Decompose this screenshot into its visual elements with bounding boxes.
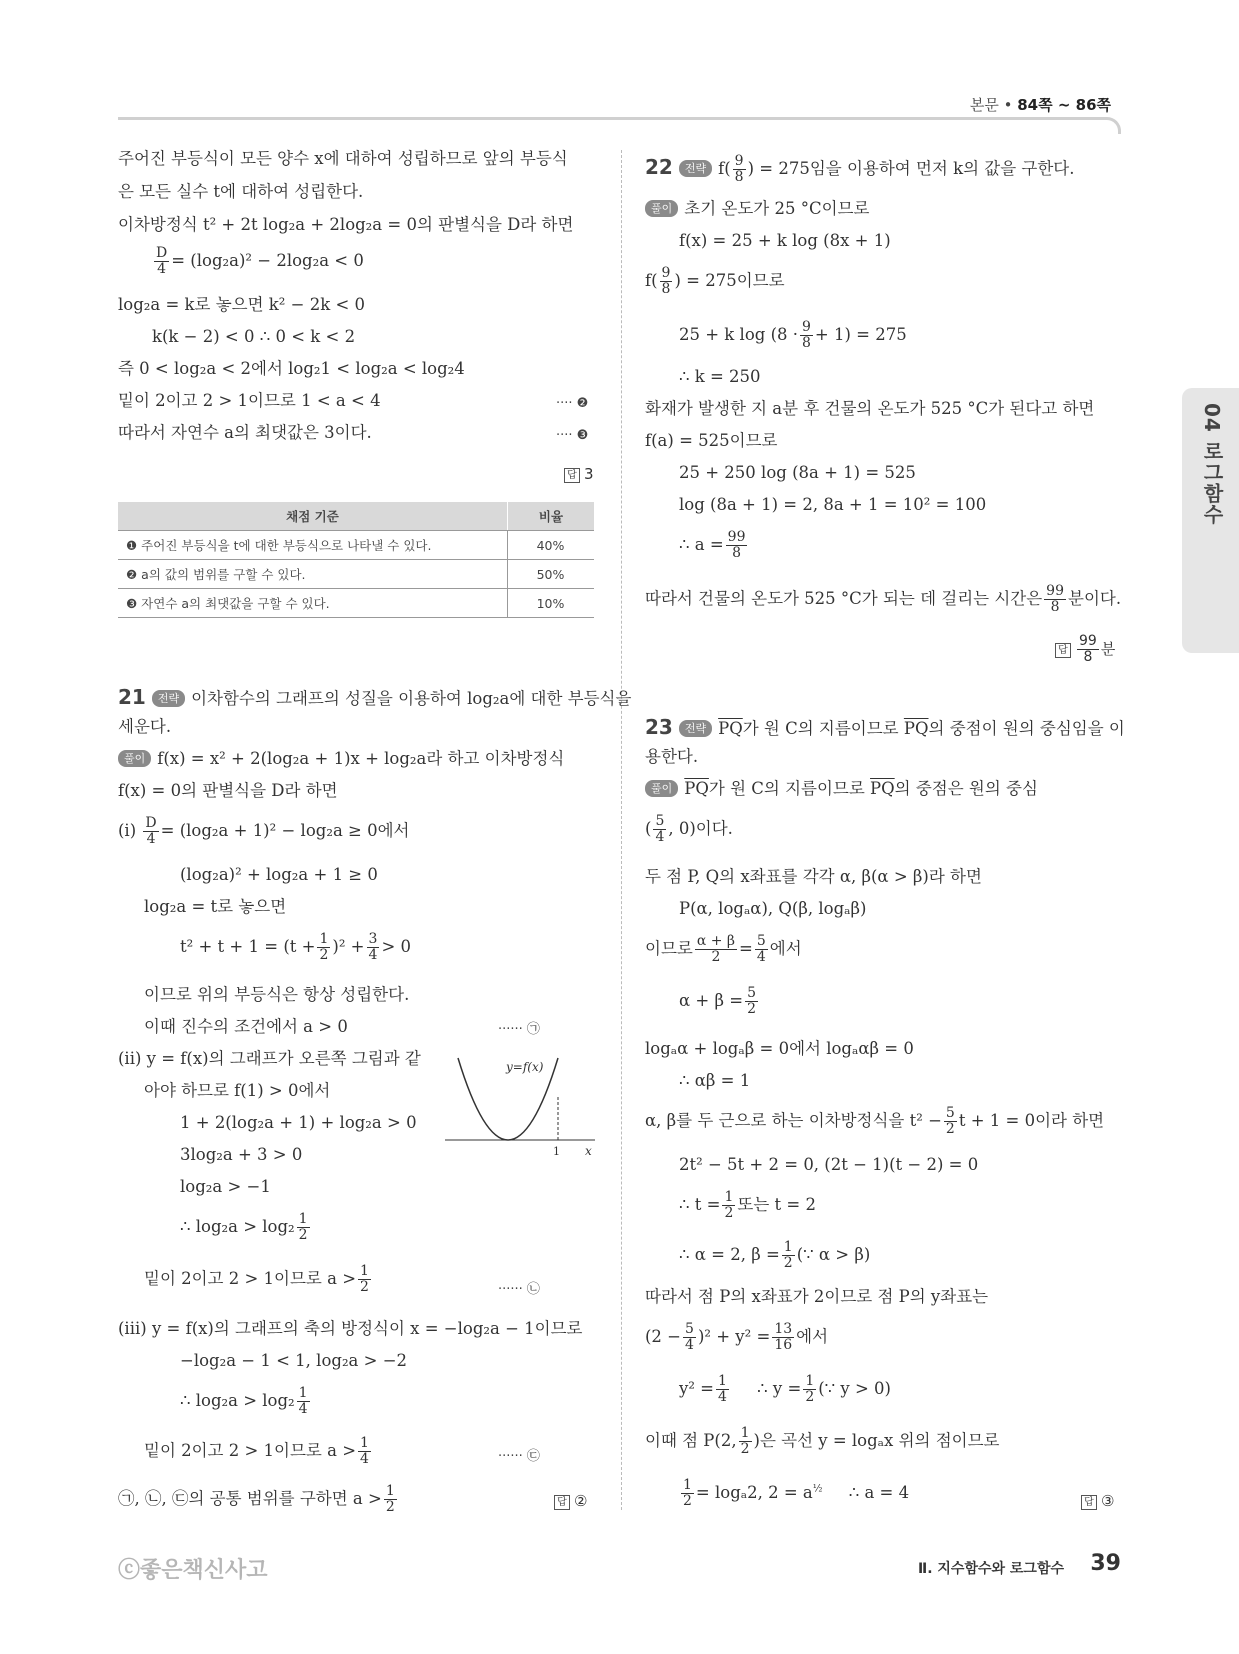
q22-strategy: 22 전략 f( $\frac{9}{8}$ ) = 275임을 이용하여 먼저 k의 값을 구한다. — [645, 153, 1075, 185]
q23-s6: α + β = $\frac{5}{2}$ — [679, 985, 756, 1017]
q22-s11: 따라서 건물의 온도가 525 °C가 되는 데 걸리는 시간은 $\frac{99}{8}$ 분이다. — [645, 583, 1122, 615]
footer-chapter: Ⅱ. 지수함수와 로그함수 — [917, 1561, 1064, 1577]
q21-strategy: 21 전략 이차함수의 그래프의 성질을 이용하여 log₂a에 대한 부등식을 — [118, 685, 632, 709]
q21-ii-3: 1 + 2(log₂a + 1) + log₂a > 0 — [180, 1113, 417, 1132]
table-cell: 10% — [508, 589, 595, 618]
q21-ii-4: 3log₂a + 3 > 0 — [180, 1145, 303, 1164]
q22-solution-1: 풀이 초기 온도가 25 °C이므로 — [645, 198, 869, 220]
q21-case-i: (i) $\frac{D}{4}$ = (log₂a + 1)² − log₂a ≥ 0에서 — [118, 815, 410, 847]
q23-s12: ∴ α = 2, β = $\frac{1}{2}$ (∵ α > β) — [679, 1239, 871, 1271]
q21-i-4: t² + t + 1 = (t + $\frac{1}{2}$ )² + $\frac{3}{4}$ > 0 — [180, 931, 412, 963]
q23-s3: 두 점 P, Q의 x좌표를 각각 α, β(α > β)라 하면 — [645, 867, 982, 886]
q23-strategy: 23 전략 $\overline{PQ}$가 원 C의 지름이므로 $\overline{PQ}$의 중점이 원의 중심임을 이 — [645, 715, 1125, 739]
q23-s13: 따라서 점 P의 x좌표가 2이므로 점 P의 y좌표는 — [645, 1287, 989, 1306]
table-header: 채점 기준 — [118, 502, 508, 531]
q23-s15: y² = $\frac{1}{4}$ ∴ y = $\frac{1}{2}$ (∵ y > 0) — [679, 1373, 891, 1405]
q21-i-3: log₂a = t로 놓으면 — [144, 897, 287, 916]
q21-iii-4: 밑이 2이고 2 > 1이므로 a > $\frac{1}{4}$ — [144, 1435, 369, 1467]
q21-solution-2: f(x) = 0의 판별식을 D라 하면 — [118, 781, 338, 800]
q21-strategy-2: 세운다. — [118, 717, 172, 736]
chapter-side-tab: 04 로그함수 — [1182, 388, 1239, 653]
q23-s5: 이므로 $\frac{\alpha + \beta}{2}$ = $\frac{5}{4}$ 에서 — [645, 933, 802, 965]
q23-s11: ∴ t = $\frac{1}{2}$ 또는 t = 2 — [679, 1189, 816, 1221]
q23-s1: 풀이 $\overline{PQ}$가 원 C의 지름이므로 $\overline{PQ}$의 중점은 원의 중심 — [645, 778, 1038, 800]
table-cell: ❷ a의 값의 범위를 구할 수 있다. — [118, 560, 508, 589]
q23-s4: P(α, logₐα), Q(β, logₐβ) — [679, 899, 867, 918]
intro-line-3: 이차방정식 t² + 2t log₂a + 2log₂a = 0의 판별식을 D라 하면 — [118, 215, 574, 234]
mark-a: ······ ㉠ — [498, 1022, 540, 1037]
log-inequality-line: 즉 0 < log₂a < 2에서 log₂1 < log₂a < log₂4 — [118, 359, 465, 378]
mark-b: ······ ㉡ — [498, 1282, 540, 1297]
q21-i-6: 이때 진수의 조건에서 a > 0 — [144, 1017, 348, 1036]
q21-iii-2: −log₂a − 1 < 1, log₂a > −2 — [180, 1351, 408, 1370]
q21-ii-2: 아야 하므로 f(1) > 0에서 — [144, 1081, 331, 1100]
parabola-graph — [440, 1052, 600, 1172]
q22-s7: f(a) = 525이므로 — [645, 431, 778, 450]
q23-s10: 2t² − 5t + 2 = 0, (2t − 1)(t − 2) = 0 — [679, 1155, 979, 1174]
q23-s17: $\frac{1}{2}$ = logₐ2, $2 = a^{\frac{1}{2}}$ ∴ a = 4 — [683, 1477, 910, 1509]
problem-21 — [118, 0, 632, 1515]
q23-s9: α, β를 두 근으로 하는 이차방정식을 t² − $\frac{5}{2}$ t + 1 = 0이라 하면 — [645, 1105, 1105, 1137]
problem-23 — [645, 0, 1125, 1510]
q21-i-5: 이므로 위의 부등식은 항상 성립한다. — [144, 985, 410, 1004]
column-divider — [621, 150, 622, 1510]
answer-q22: 답 $\frac{99}{8}$ 분 — [1055, 634, 1115, 665]
q22-s3: f( $\frac{9}{8}$ ) = 275이므로 — [645, 265, 785, 297]
answer-q23: 답 ③ — [1081, 1490, 1114, 1512]
table-header: 비율 — [508, 502, 595, 531]
substitution-line: log₂a = k로 놓으면 k² − 2k < 0 — [118, 295, 366, 314]
graph-function-label: y=f(x) — [506, 1060, 544, 1074]
table-cell: ❶ 주어진 부등식을 t에 대한 부등식으로 나타낼 수 있다. — [118, 531, 508, 560]
mark-2: ···· ❷ — [556, 396, 589, 411]
q21-ii-1: (ii) y = f(x)의 그래프가 오른쪽 그림과 같 — [118, 1049, 421, 1068]
q21-ii-7: 밑이 2이고 2 > 1이므로 a > $\frac{1}{2}$ — [144, 1263, 369, 1295]
q21-i-2: (log₂a)² + log₂a + 1 ≥ 0 — [180, 865, 378, 884]
q22-s9: log (8a + 1) = 2, 8a + 1 = 10² = 100 — [679, 495, 987, 514]
q21-iii-3: ∴ log₂a > log₂ $\frac{1}{4}$ — [180, 1385, 308, 1417]
q23-s16: 이때 점 P(2, $\frac{1}{2}$ )은 곡선 y = logₐx 위의 점이므로 — [645, 1425, 1000, 1457]
discriminant-line: $\frac{D}{4}$ = (log₂a)² − 2log₂a < 0 — [156, 245, 364, 277]
k-range-line: k(k − 2) < 0 ∴ 0 < k < 2 — [152, 327, 356, 346]
q22-s5: ∴ k = 250 — [679, 367, 761, 386]
q23-s8: ∴ αβ = 1 — [679, 1071, 751, 1090]
table-cell: 50% — [508, 560, 595, 589]
q23-s14: (2 − $\frac{5}{4}$ )² + y² = $\frac{13}{16}$ 에서 — [645, 1321, 829, 1353]
q23-strategy-3: 용한다. — [645, 747, 699, 766]
q21-ii-6: ∴ log₂a > log₂ $\frac{1}{2}$ — [180, 1211, 308, 1243]
mark-c: ······ ㉢ — [498, 1449, 540, 1464]
q23-s7: logₐα + logₐβ = 0에서 logₐαβ = 0 — [645, 1039, 914, 1058]
base-line: 밑이 2이고 2 > 1이므로 1 < a < 4 — [118, 391, 381, 410]
q21-final: ㉠, ㉡, ㉢의 공통 범위를 구하면 a > $\frac{1}{2}$ — [118, 1483, 395, 1515]
q22-s4: 25 + k log (8 · $\frac{9}{8}$ + 1) = 275 — [679, 319, 907, 351]
header-page-range: 본문 • 84쪽 ~ 86쪽 — [969, 96, 1111, 114]
q22-s6: 화재가 발생한 지 a분 후 건물의 온도가 525 °C가 된다고 하면 — [645, 399, 1095, 418]
answer-q20: 답 3 — [564, 463, 594, 485]
q21-ii-5: log₂a > −1 — [180, 1177, 271, 1196]
q23-s2: ( $\frac{5}{4}$ , 0)이다. — [645, 813, 733, 845]
mark-3: ···· ❸ — [556, 428, 589, 443]
page-number: 39 — [1090, 1551, 1121, 1576]
answer-q21: 답 ② — [554, 1490, 587, 1512]
q21-iii-1: (iii) y = f(x)의 그래프의 축의 방정식이 x = −log₂a − 1이므로 — [118, 1319, 583, 1338]
q22-s10: ∴ a = $\frac{99}{8}$ — [679, 529, 746, 561]
publisher-logo: ⓒ좋은책신사고 — [118, 1558, 268, 1583]
graph-x-label: x — [585, 1144, 592, 1158]
max-value-line: 따라서 자연수 a의 최댓값은 3이다. — [118, 423, 372, 442]
q22-s2: f(x) = 25 + k log (8x + 1) — [679, 231, 891, 250]
table-cell: 40% — [508, 531, 595, 560]
graph-one-label: 1 — [553, 1145, 560, 1158]
intro-line-1: 주어진 부등식이 모든 양수 x에 대하여 성립하므로 앞의 부등식 — [118, 149, 568, 168]
intro-line-2: 은 모든 실수 t에 대하여 성립한다. — [118, 182, 364, 201]
table-cell: ❸ 자연수 a의 최댓값을 구할 수 있다. — [118, 589, 508, 618]
q21-solution-1: 풀이 f(x) = x² + 2(log₂a + 1)x + log₂a라 하고 이차방정식 — [118, 748, 564, 770]
q22-s8: 25 + 250 log (8a + 1) = 525 — [679, 463, 916, 482]
